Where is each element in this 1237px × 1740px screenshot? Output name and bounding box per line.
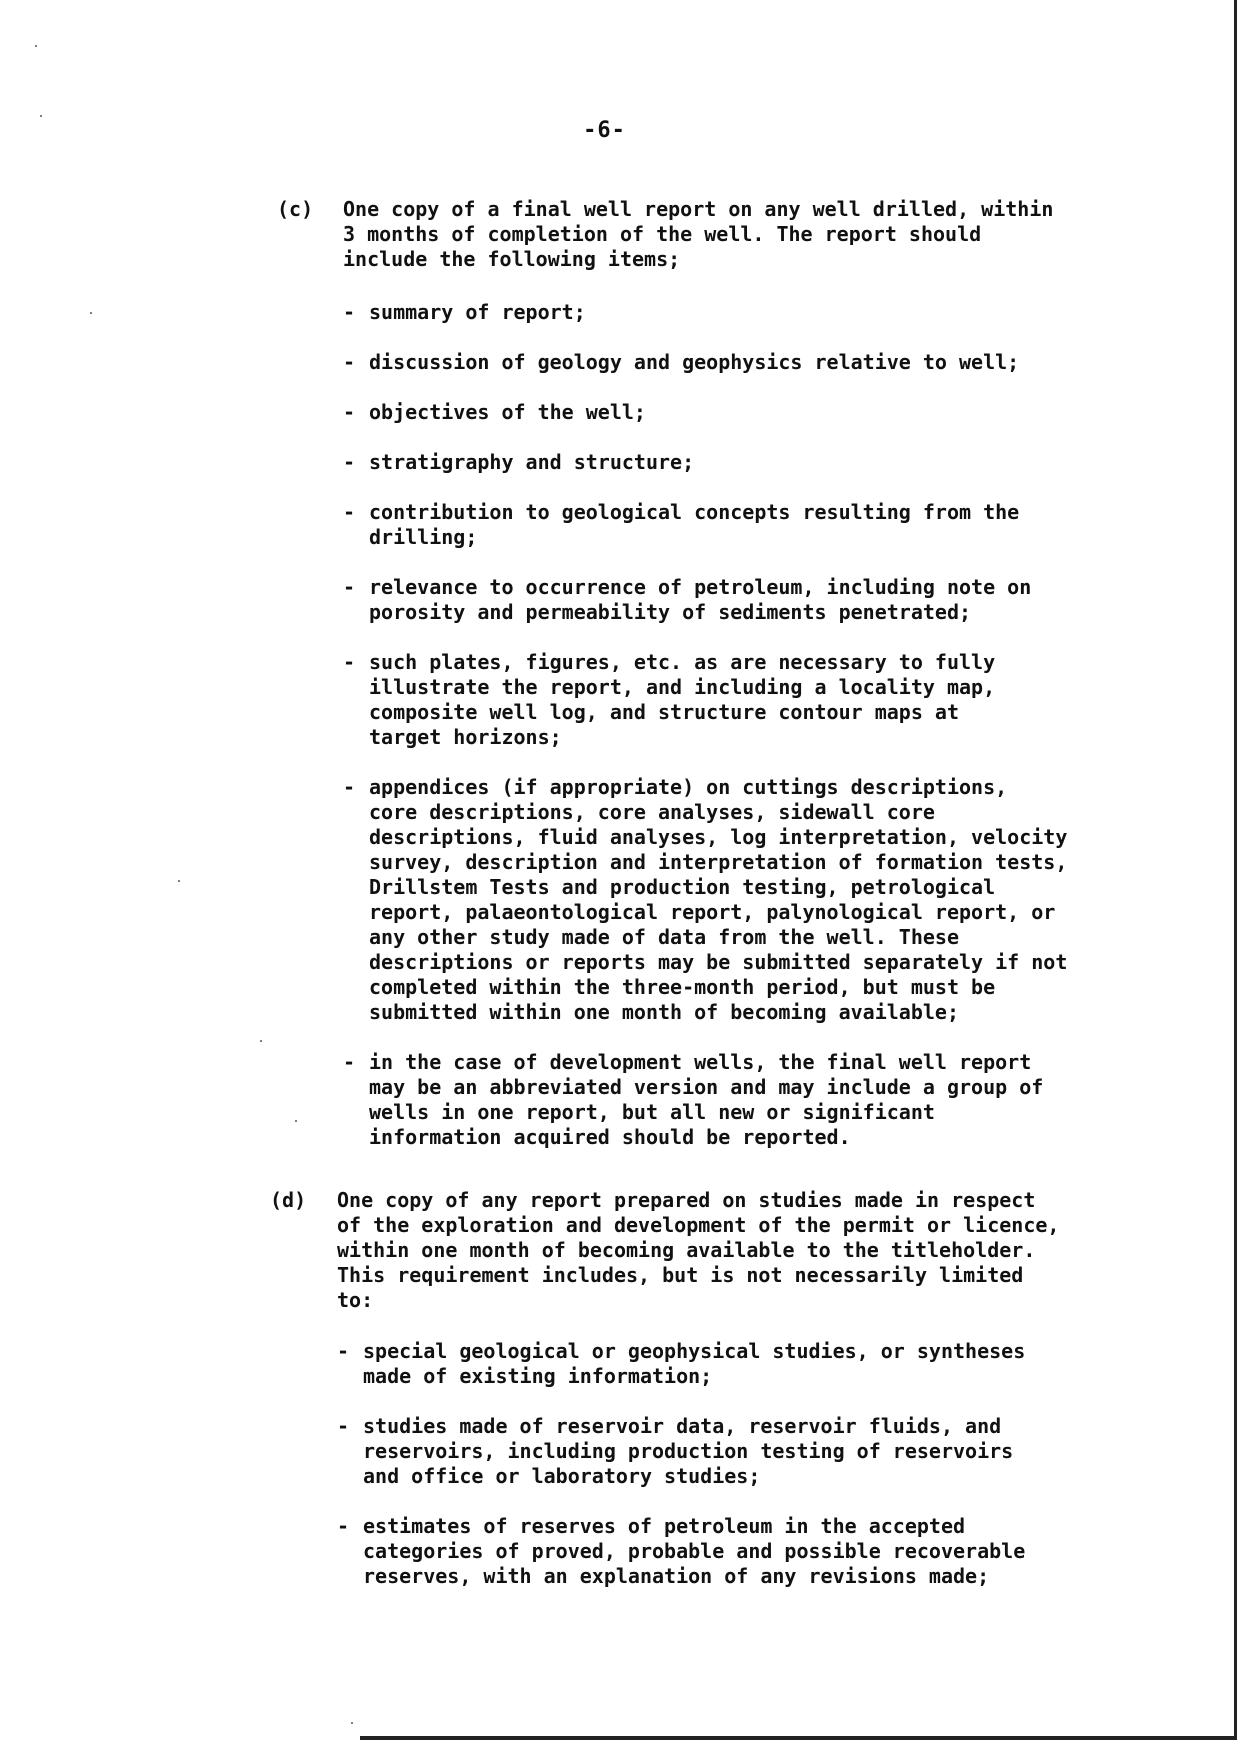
list-item-text: special geological or geophysical studies, or syntheses made of existing information; — [363, 1339, 1026, 1388]
dash-bullet: - — [343, 400, 356, 424]
scan-edge-bottom — [360, 1736, 1237, 1740]
list-item — [337, 1414, 1183, 1489]
list-item-text: contribution to geological concepts resulting from the drilling; — [369, 500, 1020, 549]
list-item — [343, 1050, 1189, 1150]
scan-speck — [260, 1040, 262, 1042]
list-item-text: such plates, figures, etc. as are necessary to fully illustrate the report, and including a locality map, composite well log, and structure contour maps at target horizons; — [369, 650, 996, 749]
section-label: (d) — [270, 1188, 307, 1212]
scan-speck — [295, 1120, 297, 1122]
list-item — [343, 400, 1189, 425]
list-item-text: studies made of reservoir data, reservoir fluids, and reservoirs, including production testing of reservoirs and office or laboratory studies; — [363, 1414, 1014, 1488]
list-item — [343, 500, 1189, 550]
dash-bullet: - — [343, 775, 356, 799]
dash-bullet: - — [343, 575, 356, 599]
list-item — [337, 1339, 1183, 1389]
section-label: (c) — [277, 197, 314, 221]
scan-speck — [90, 312, 92, 314]
list-item-text: in the case of development wells, the final well report may be an abbreviated version and may include a group of wells in one report, but all new or significant information acquired should be reported. — [369, 1050, 1044, 1149]
scan-speck — [35, 45, 37, 47]
section-c-item-list — [343, 300, 1189, 1175]
scan-speck — [40, 115, 42, 117]
section-d-item-list — [337, 1339, 1183, 1614]
dash-bullet: - — [337, 1514, 350, 1538]
dash-bullet: - — [343, 300, 356, 324]
dash-bullet: - — [337, 1414, 350, 1438]
list-item — [343, 450, 1189, 475]
dash-bullet: - — [343, 650, 356, 674]
scan-speck — [351, 1722, 353, 1724]
list-item — [343, 350, 1189, 375]
list-item — [343, 575, 1189, 625]
list-item-text: relevance to occurrence of petroleum, including note on porosity and permeability of sediments penetrated; — [369, 575, 1032, 624]
dash-bullet: - — [343, 500, 356, 524]
list-item-text: estimates of reserves of petroleum in the accepted categories of proved, probable and possible recoverable reserves, with an explanation of any revisions made; — [363, 1514, 1026, 1588]
dash-bullet: - — [337, 1339, 350, 1363]
page-number: -6- — [583, 118, 626, 143]
dash-bullet: - — [343, 350, 356, 374]
scan-speck — [178, 880, 180, 882]
section-intro-text: One copy of any report prepared on studies made in respect of the exploration and development of the permit or licence, within one month of becoming available to the titleholder. This requirement includes, but is not necessarily limited to: — [337, 1188, 1060, 1312]
dash-bullet: - — [343, 1050, 356, 1074]
dash-bullet: - — [343, 450, 356, 474]
list-item-text: discussion of geology and geophysics relative to well; — [369, 350, 1020, 374]
list-item-text: stratigraphy and structure; — [369, 450, 695, 474]
list-item-text: summary of report; — [369, 300, 586, 324]
list-item-text: appendices (if appropriate) on cuttings descriptions, core descriptions, core analyses, sidewall core descriptions, fluid analyses, log interpretation, velocity survey, description and interpretation of formation tests, Drillstem Tests and production testing, petrological report, palaeontological report, palynological report, or any other study made of data from the well. These descriptions or reports may be submitted separately if not completed within the three-month period, but must be submitted within one month of becoming available; — [369, 775, 1068, 1024]
section-intro-text: One copy of a final well report on any well drilled, within 3 months of completion of the well. The report should include the following items; — [343, 197, 1054, 271]
list-item — [343, 300, 1189, 325]
list-item — [337, 1514, 1183, 1589]
list-item-text: objectives of the well; — [369, 400, 646, 424]
list-item — [343, 775, 1189, 1025]
list-item — [343, 650, 1189, 750]
